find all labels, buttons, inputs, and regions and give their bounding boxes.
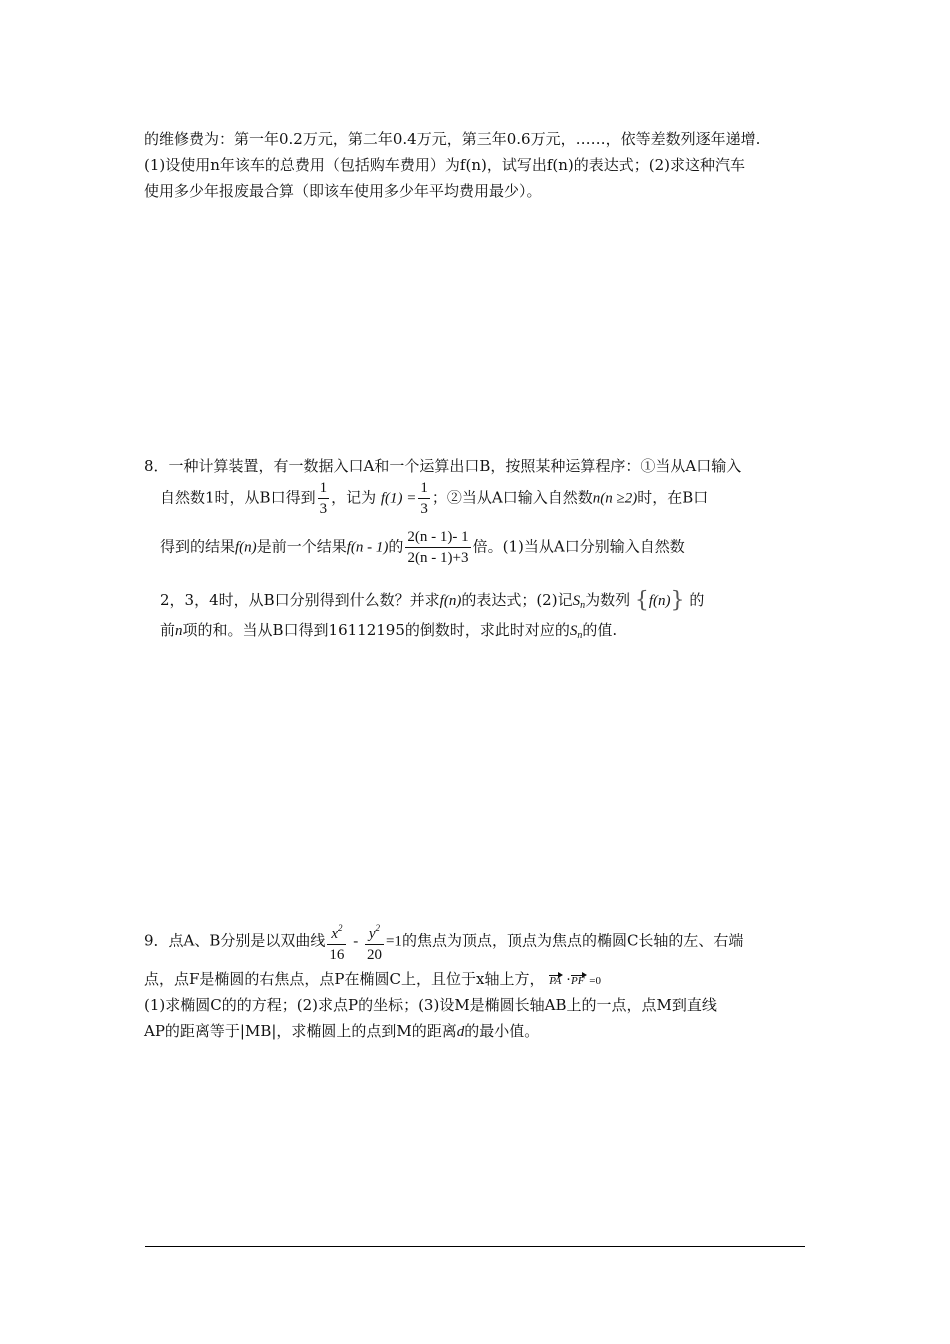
q9-text: 9．点A、B分别是以双曲线: [144, 931, 326, 950]
q9-text: 的最小值。: [464, 1022, 540, 1040]
q9-line-2: [144, 968, 601, 989]
f-of-n: f(n): [648, 593, 671, 609]
fraction-denominator: 20: [365, 944, 384, 965]
ratio-fraction: [405, 527, 470, 568]
fraction-one-third: [318, 478, 330, 519]
q9-text: 点，点F是椭圆的右焦点，点P在椭圆C上，且位于x轴上方，: [144, 970, 545, 988]
vector-pf: PF: [571, 975, 585, 987]
q8-text: 项的和。当从B口得到16112195的倒数时，求此时对应的: [182, 621, 570, 639]
minus-sign: -: [353, 933, 359, 950]
q9-line-1: [144, 918, 743, 965]
q8-text: 2，3，4时，从B口分别得到什么数？并求: [160, 591, 440, 609]
fraction-denominator: 3: [318, 498, 330, 519]
fraction-numerator: 2(n - 1)- 1: [407, 529, 469, 545]
dot-operator: ·: [566, 972, 572, 988]
q8-line-5: [160, 619, 617, 641]
q8-text: 时，在B口: [637, 488, 709, 507]
equals-zero: =0: [589, 975, 601, 987]
n-variable: n: [175, 623, 183, 639]
fraction-one-third: [418, 478, 430, 519]
q8-text: ，记为: [331, 488, 377, 507]
q9-text: 的焦点为顶点，顶点为焦点的椭圆C长轴的左、右端: [401, 931, 744, 950]
fraction-numerator: 1: [319, 480, 328, 496]
q9-text: AP的距离等于|MB|，求椭圆上的点到M的距离: [144, 1022, 457, 1040]
f-of-1: f(1) =: [380, 490, 417, 507]
f-of-n: f(n): [439, 593, 462, 609]
right-brace: }: [670, 588, 685, 613]
q8-text: 得到的结果: [160, 537, 236, 556]
vector-pa: PA: [549, 975, 562, 987]
equals-one: =1: [385, 933, 402, 950]
fraction-x2-over-16: [327, 918, 346, 965]
fraction-denominator: 2(n - 1)+3: [405, 547, 470, 568]
q9-line-3: (1)求椭圆C的的方程；(2)求点P的坐标；(3)设M是椭圆长轴AB上的一点，点M到直线: [144, 996, 717, 1014]
q8-text: 前: [160, 621, 176, 639]
fraction-y2-over-20: [365, 918, 384, 965]
q8-text: 倍。(1)当从A口分别输入自然数: [472, 537, 685, 556]
q8-line-3: [160, 527, 685, 568]
q8-line-1: 8．一种计算装置，有一数据入口A和一个运算出口B，按照某种运算程序：①当从A口输入: [144, 457, 742, 475]
y-variable: y: [368, 926, 376, 942]
q8-text: 自然数1时，从B口得到: [160, 488, 316, 507]
q8-text: 的: [388, 537, 404, 556]
q8-text: 的表达式；(2)记: [461, 591, 573, 609]
fraction-numerator: 1: [420, 480, 428, 496]
s-n: [570, 623, 583, 639]
f-of-n: f(n): [235, 539, 257, 556]
q8-text: 是前一个结果: [256, 537, 347, 556]
q9-line-4: [144, 1020, 539, 1041]
q8-line-4: [160, 588, 704, 613]
q8-text: 为数列: [585, 591, 631, 609]
left-brace: {: [634, 588, 649, 613]
subscript-n: n: [577, 630, 583, 641]
fraction-numerator: [365, 918, 384, 944]
fraction-denominator: 3: [418, 498, 430, 519]
exponent: 2: [337, 923, 343, 933]
exponent: 2: [375, 923, 381, 933]
subscript-n: n: [580, 600, 586, 611]
x-variable: x: [331, 926, 338, 942]
q7-line-2: (1)设使用n年该车的总费用（包括购车费用）为f(n)，试写出f(n)的表达式；(2)求这种汽车: [144, 156, 745, 174]
q7-line-1: 的维修费为：第一年0.2万元，第二年0.4万元，第三年0.6万元，……，依等差数列逐年递增.: [144, 130, 761, 148]
s-symbol: S: [572, 593, 581, 609]
q8-text: 的: [689, 591, 705, 609]
d-variable: d: [456, 1024, 465, 1040]
n-condition: n(n ≥2): [592, 490, 638, 507]
fraction-denominator: 16: [327, 944, 346, 965]
f-of-n-minus-1: f(n - 1): [346, 539, 389, 556]
fraction-numerator: [327, 918, 346, 944]
q8-text: ；②当从A口输入自然数: [431, 488, 593, 507]
q8-text: 的值.: [582, 621, 618, 639]
footer-divider: [145, 1246, 805, 1247]
s-n: [573, 593, 586, 609]
q8-line-2: [160, 478, 708, 519]
q7-line-3: 使用多少年报废最合算（即该车使用多少年平均费用最少）。: [144, 182, 542, 200]
s-symbol: S: [569, 623, 578, 639]
